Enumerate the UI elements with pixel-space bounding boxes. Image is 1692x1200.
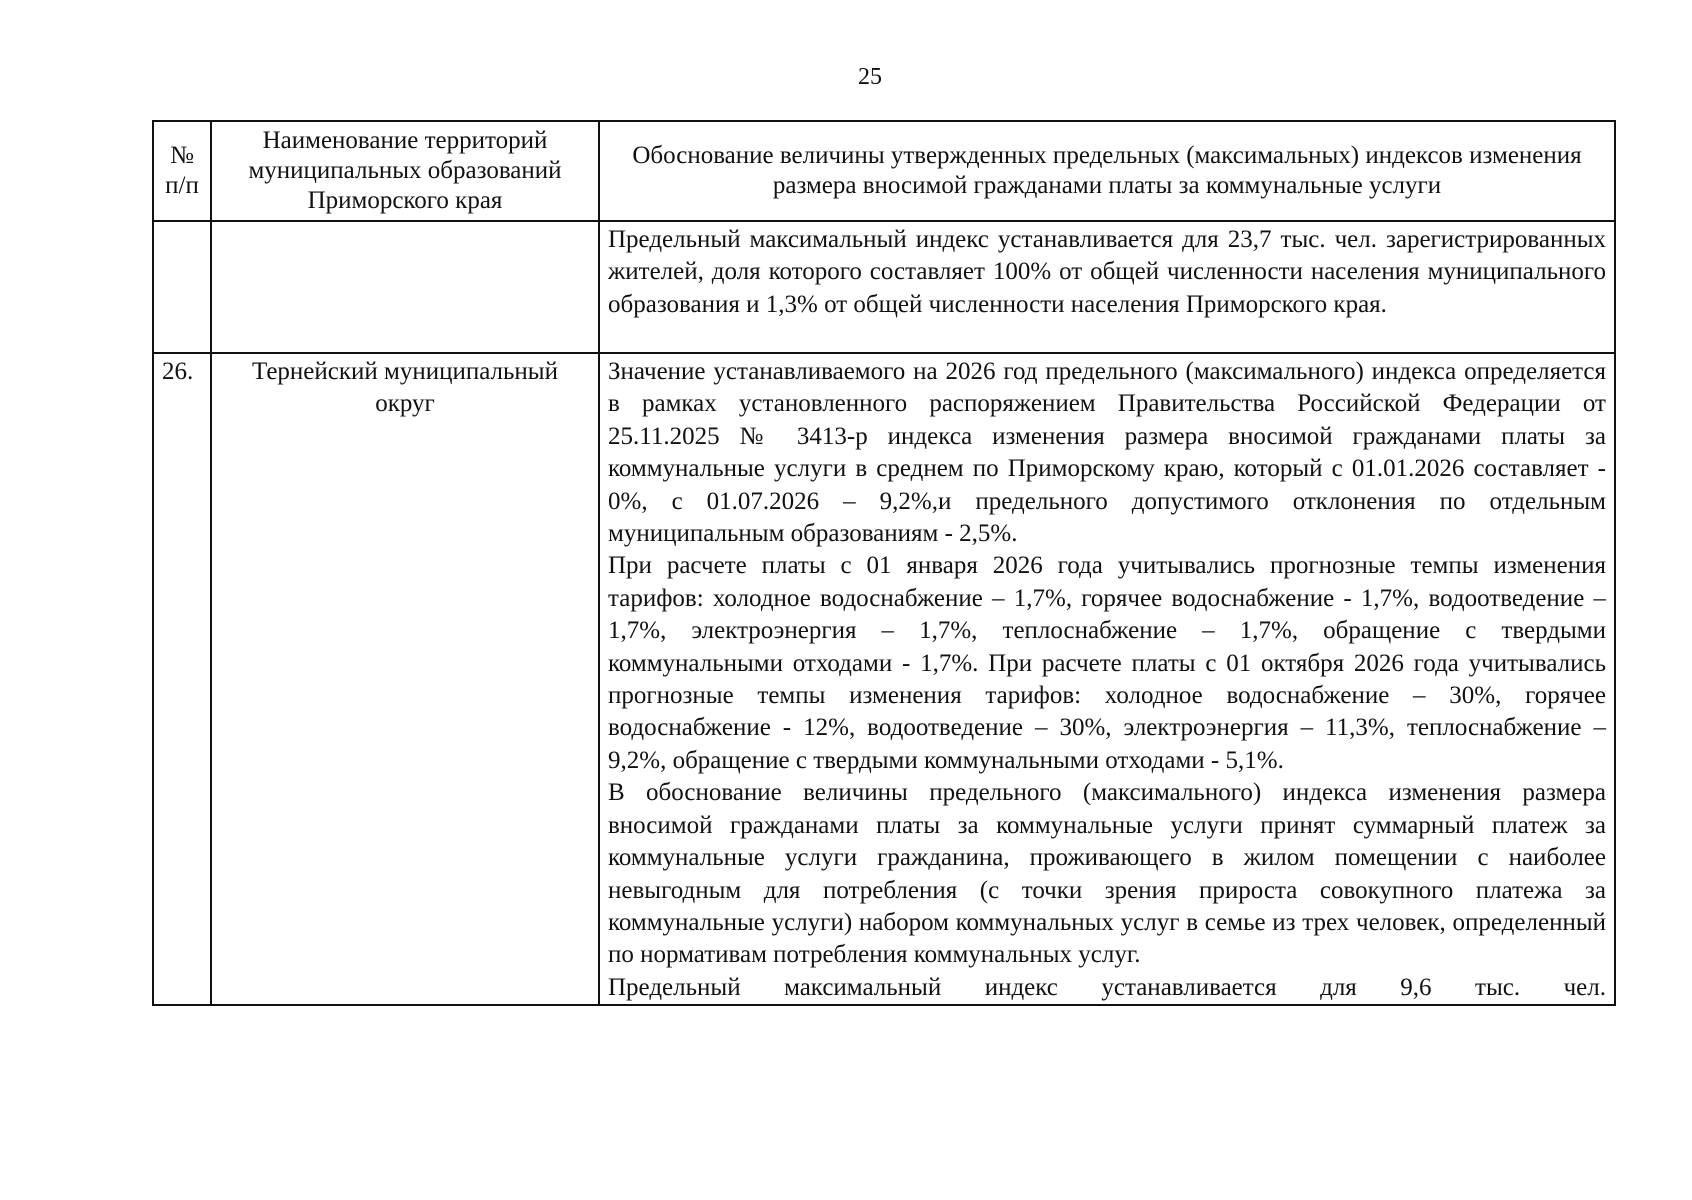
page-number: 25 (858, 64, 882, 90)
justification-paragraph: В обоснование величины предельного (максимального) индекса изменения размера вносимой гражданами платы за коммунальные услуги принят суммарный платеж за коммунальные услуги гражданина, проживающего в жилом помещении с наиболее невыгодным для потребления (с точки зрения прироста совокупного платежа за коммунальные услуги) набором коммунальных услуг в семье из трех человек, определенный по нормативам потребления коммунальных услуг. (608, 779, 1606, 969)
justification-paragraph: Предельный максимальный индекс устанавливается для 9,6 тыс. чел. (608, 973, 1606, 1001)
header-justification: Обоснование величины утвержденных предельных (максимальных) индексов изменения размера вносимой гражданами платы за коммунальные услуги (599, 121, 1615, 221)
row-num-cell: 26. (153, 353, 211, 1005)
header-territory-name: Наименование территорий муниципальных образований Приморского края (211, 121, 599, 221)
table-row-ternei (153, 353, 1615, 1005)
row-justification-cell (599, 221, 1615, 353)
justification-paragraph: Предельный максимальный индекс устанавливается для 23,7 тыс. чел. зарегистрированных жителей, доля которого составляет 100% от общей численности населения муниципального образования и 1,3% от общей численности населения Приморского края. (608, 226, 1606, 318)
table-row-continuation (153, 221, 1615, 353)
header-num: № п/п (153, 121, 211, 221)
justification-paragraph: Значение устанавливаемого на 2026 год предельного (максимального) индекса определяется в рамках установленного распоряжением Правительства Российской Федерации от 25.11.2025 № 3413-р индекса изменения размера вносимой гражданами платы за коммунальные услуги в среднем по Приморскому краю, который с 01.01.2026 составляет - 0%, с 01.07.2026 – 9,2%,и предельного допустимого отклонения по отдельным муниципальным образованиям - 2,5%. (608, 358, 1606, 548)
row-justification-cell (599, 353, 1615, 1005)
row-territory-cell: Тернейский муниципальный округ (211, 353, 599, 1005)
row-territory-cell (211, 221, 599, 353)
justification-paragraph: При расчете платы с 01 января 2026 года учитывались прогнозные темпы изменения тарифов: холодное водоснабжение – 1,7%, горячее водоснабжение - 1,7%, водоотведение – 1,7%, электроэнергия – 1,7%, теплоснабжение – 1,7%, обращение с твердыми коммунальными отходами - 1,7%. При расчете платы с 01 октября 2026 года учитывались прогнозные темпы изменения тарифов: холодное водоснабжение – 30%, горячее водоснабжение - 12%, водоотведение – 30%, электроэнергия – 11,3%, теплоснабжение – 9,2%, обращение с твердыми коммунальными отходами - 5,1%. (608, 552, 1606, 774)
row-num-cell (153, 221, 211, 353)
table-header-row (153, 121, 1615, 221)
indices-table (152, 120, 1616, 1006)
